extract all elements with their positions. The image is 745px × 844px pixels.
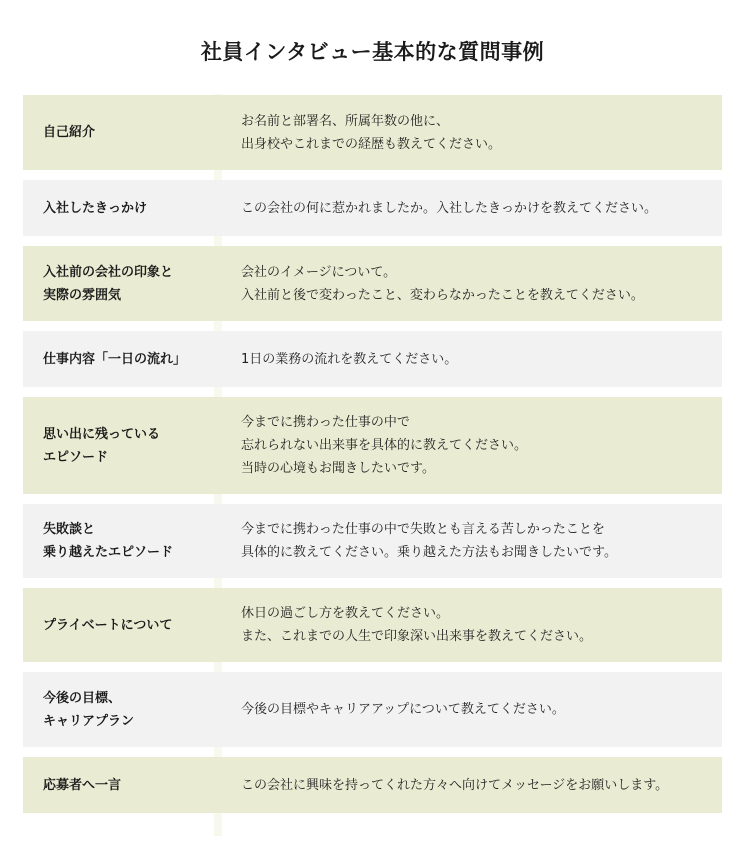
page-title: 社員インタビュー基本的な質問事例 bbox=[200, 40, 545, 64]
question-label: 入社前の会社の印象と 実際の雰囲気 bbox=[43, 264, 174, 303]
question-label: 自己紹介 bbox=[43, 125, 96, 140]
question-cell bbox=[23, 757, 214, 813]
answer-cell bbox=[222, 504, 722, 578]
question-cell bbox=[23, 588, 214, 662]
table-row bbox=[23, 180, 722, 236]
question-label: 今後の目標、 キャリアプラン bbox=[43, 690, 135, 729]
table-row bbox=[23, 246, 722, 321]
answer-cell bbox=[222, 180, 722, 236]
question-cell bbox=[23, 397, 214, 494]
answer-text: 今までに携わった仕事の中で失敗とも言える苦しかったことを 具体的に教えてください。乗り越えた方法もお聞きしたいです。 bbox=[241, 522, 617, 560]
table-row bbox=[23, 757, 722, 813]
question-label: 入社したきっかけ bbox=[43, 200, 148, 216]
question-cell bbox=[23, 95, 214, 170]
answer-text: 今までに携わった仕事の中で 忘れられない出来事を具体的に教えてください。 当時の心境もお聞きしたいです。 bbox=[241, 415, 528, 476]
answer-cell bbox=[222, 95, 722, 170]
answer-cell bbox=[222, 588, 722, 662]
answer-text: 会社のイメージについて。 入社前と後で変わったこと、変わらなかったことを教えてください。 bbox=[241, 264, 644, 303]
answer-text: この会社に興味を持ってくれた方々へ向けてメッセージをお願いします。 bbox=[241, 777, 669, 793]
question-label: 応募者へ一言 bbox=[43, 777, 122, 793]
answer-text: 休日の過ごし方を教えてください。 また、これまでの人生で印象深い出来事を教えてください。 bbox=[241, 606, 593, 644]
question-label: 思い出に残っている エピソード bbox=[43, 426, 161, 465]
question-label: プライベートについて bbox=[43, 617, 173, 633]
table-row bbox=[23, 672, 722, 747]
question-cell bbox=[23, 331, 214, 387]
question-label: 失敗談と 乗り越えたエピソード bbox=[43, 522, 174, 560]
table-row bbox=[23, 397, 722, 494]
answer-text: お名前と部署名、所属年数の他に、 出身校やこれまでの経歴も教えてください。 bbox=[241, 113, 502, 152]
table-row bbox=[23, 504, 722, 578]
answer-cell bbox=[222, 757, 722, 813]
question-label: 仕事内容「一日の流れ」 bbox=[43, 351, 187, 367]
question-cell bbox=[23, 180, 214, 236]
answer-text: この会社の何に惹かれましたか。入社したきっかけを教えてください。 bbox=[241, 200, 658, 216]
question-cell bbox=[23, 672, 214, 747]
question-cell bbox=[23, 246, 214, 321]
answer-text: 今後の目標やキャリアアップについて教えてください。 bbox=[241, 702, 565, 717]
answer-cell bbox=[222, 397, 722, 494]
table-row bbox=[23, 331, 722, 387]
question-cell bbox=[23, 504, 214, 578]
answer-cell bbox=[222, 672, 722, 747]
table-row bbox=[23, 95, 722, 170]
answer-cell bbox=[222, 246, 722, 321]
table-row bbox=[23, 588, 722, 662]
answer-cell bbox=[222, 331, 722, 387]
answer-text: 1日の業務の流れを教えてください。 bbox=[241, 351, 458, 367]
